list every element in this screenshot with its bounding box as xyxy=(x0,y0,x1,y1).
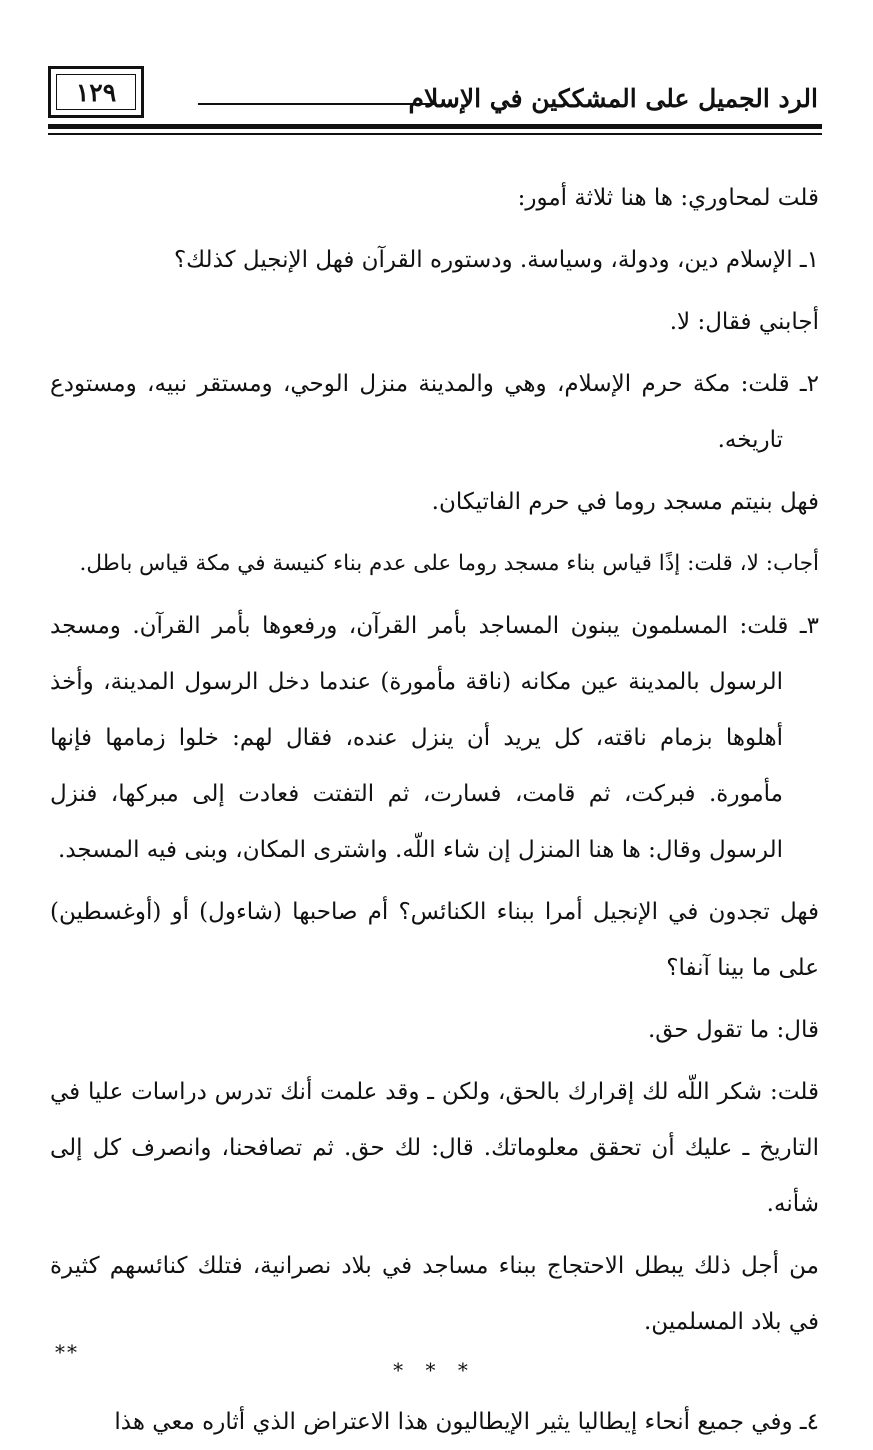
paragraph-point-4: ٤ـ وفي جميع أنحاء إيطاليا يثير الإيطاليون هذا الاعتراض الذي أثاره معي هذا xyxy=(114,1409,819,1435)
header-rule-thick xyxy=(48,124,822,129)
paragraph-point-3: ٣ـ قلت: المسلمون يبنون المساجد بأمر القرآن، ورفعوها بأمر القرآن. ومسجد الرسول بالمدينة عين مكانه (ناقة مأمورة) عندما دخل الرسول المدينة، وأخذ أهلوها بزمام ناقته، كل يريد أن ينزل عنده، فقال لهم: خلوا زمامها فإنها مأمورة. فبركت، ثم قامت، فسارت، ثم التفتت فعادت إلى مبركها، فنزل الرسول وقال: ها هنا المنزل إن شاء اللّه. واشترى المكان، وبنى فيه المسجد. xyxy=(50,613,819,863)
page-body xyxy=(50,170,819,1450)
paragraph-answer-1: أجابني فقال: لا. xyxy=(669,309,819,335)
page-number-box xyxy=(48,66,144,118)
header-dash-line xyxy=(198,103,436,105)
footnote-marker: ** xyxy=(55,1340,79,1364)
running-title: الرد الجميل على المشككين في الإسلام xyxy=(408,84,818,113)
paragraph-point-1: ١ـ الإسلام دين، ودولة، وسياسة. ودستوره القرآن فهل الإنجيل كذلك؟ xyxy=(173,247,819,273)
paragraph-question-2: فهل بنيتم مسجد روما في حرم الفاتيكان. xyxy=(431,489,819,515)
paragraph-answer-2: أجاب: لا، قلت: إذًا قياس بناء مسجد روما على عدم بناء كنيسة في مكة قياس باطل. xyxy=(79,551,819,576)
page-number: ١٢٩ xyxy=(56,74,136,110)
paragraph-answer-3: قال: ما تقول حق. xyxy=(647,1017,819,1043)
paragraph-question-3: فهل تجدون في الإنجيل أمرا ببناء الكنائس؟ أم صاحبها (شاءول) أو (أوغسطين) على ما بينا آنفا؟ xyxy=(50,899,819,981)
paragraph-conclusion: من أجل ذلك يبطل الاحتجاج ببناء مساجد في بلاد نصرانية، فتلك كنائسهم كثيرة في بلاد المسلمين. xyxy=(50,1253,819,1335)
header-rule-thin xyxy=(48,133,822,135)
paragraph-reply: قلت: شكر اللّه لك إقرارك بالحق، ولكن ـ وقد علمت أنك تدرس دراسات عليا في التاريخ ـ عليك أن تحقق معلوماتك. قال: لك حق. ثم تصافحنا، وانصرف كل إلى شأنه. xyxy=(50,1079,819,1217)
section-separator: * * * xyxy=(393,1358,476,1382)
paragraph-intro: قلت لمحاوري: ها هنا ثلاثة أمور: xyxy=(517,185,819,211)
paragraph-point-2: ٢ـ قلت: مكة حرم الإسلام، وهي والمدينة منزل الوحي، ومستقر نبيه، ومستودع تاريخه. xyxy=(50,371,819,453)
